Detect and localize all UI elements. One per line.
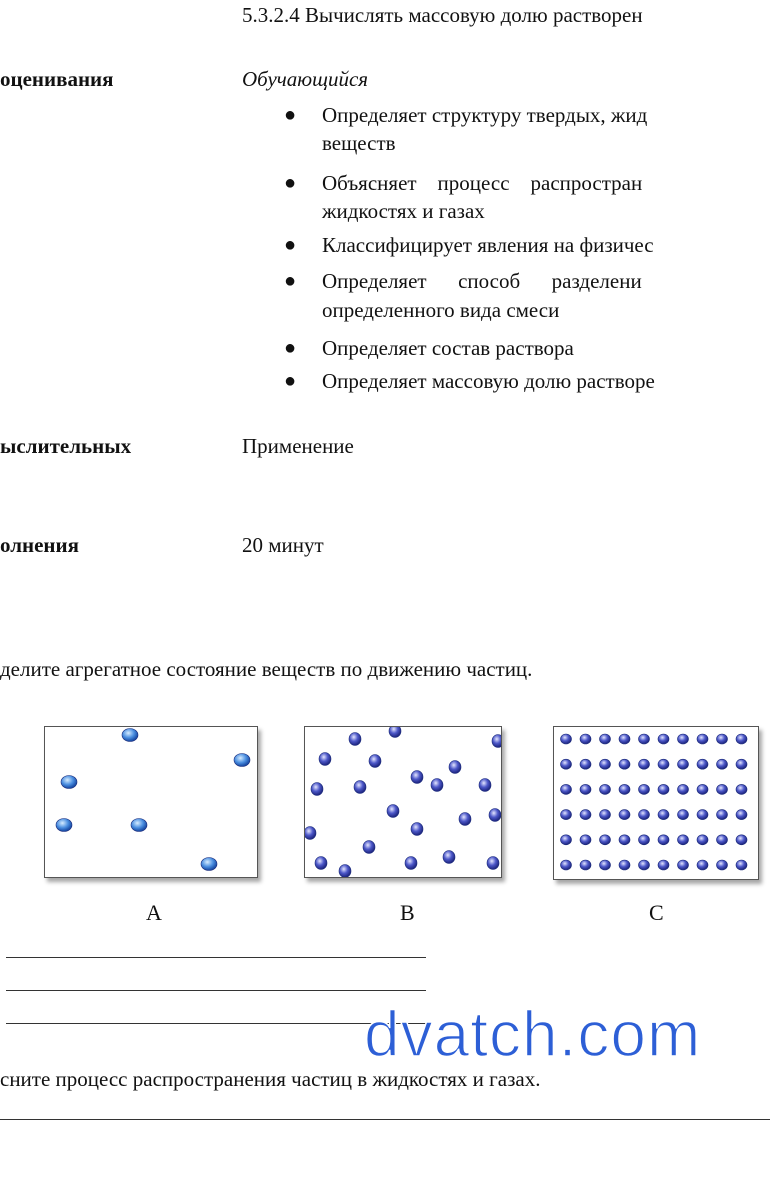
solid-particle <box>736 734 747 744</box>
solid-particle <box>658 860 669 870</box>
liquid-particle <box>354 781 366 794</box>
solid-particle <box>619 835 630 845</box>
gas-particle <box>56 819 72 832</box>
figure-gas <box>44 726 258 878</box>
solid-particle <box>639 759 650 769</box>
liquid-particle <box>459 813 471 826</box>
solid-particle <box>697 734 708 744</box>
solid-particle <box>580 734 591 744</box>
criteria-item-line1: Определяет состав раствора <box>322 336 574 360</box>
solid-particle <box>639 784 650 794</box>
bullet-icon: ● <box>284 172 297 194</box>
liquid-particle <box>363 841 375 854</box>
solid-particle <box>736 860 747 870</box>
solid-particle <box>697 784 708 794</box>
bullet-icon: ● <box>284 104 297 126</box>
answer-line-2[interactable] <box>6 990 426 991</box>
liquid-particle <box>489 809 501 822</box>
criteria-item-line1: Объясняет процесс распростран <box>322 171 643 195</box>
bullet-icon: ● <box>284 270 297 292</box>
bullet-icon: ● <box>284 234 297 256</box>
liquid-particle <box>305 827 316 840</box>
gas-particle <box>131 819 147 832</box>
liquid-particle <box>449 761 461 774</box>
liquid-particle <box>431 779 443 792</box>
gas-particle <box>201 858 217 871</box>
solid-particle <box>697 759 708 769</box>
solid-particle <box>580 835 591 845</box>
solid-particle <box>678 734 689 744</box>
liquid-particle <box>349 733 361 746</box>
liquid-particle <box>487 857 499 870</box>
solid-particle <box>717 835 728 845</box>
solid-particle <box>639 835 650 845</box>
solid-particle <box>736 784 747 794</box>
bullet-icon: ● <box>284 337 297 359</box>
criteria-item-line1: Классифицирует явления на физичес <box>322 233 654 257</box>
solid-particle <box>697 860 708 870</box>
solid-particle <box>580 810 591 820</box>
gas-particle <box>61 776 77 789</box>
solid-particle <box>600 810 611 820</box>
liquid-particle <box>339 865 351 878</box>
task1-text: делите агрегатное состояние веществ по движению частиц. <box>0 657 533 681</box>
thinking-value: Применение <box>242 434 354 458</box>
liquid-particle <box>389 727 401 738</box>
solid-particle <box>561 759 572 769</box>
solid-particle <box>580 759 591 769</box>
figure-caption-b: B <box>400 900 415 925</box>
criteria-item-line1: Определяет структуру твердых, жид <box>322 103 648 127</box>
solid-particle <box>619 860 630 870</box>
gas-particles <box>56 729 250 871</box>
solid-particle <box>600 860 611 870</box>
solid-particle <box>658 835 669 845</box>
criteria-item-line2: веществ <box>322 131 396 155</box>
answer-line-1[interactable] <box>6 957 426 958</box>
solid-particle <box>561 734 572 744</box>
watermark: dvatch.com <box>364 998 702 1070</box>
solid-particle <box>658 759 669 769</box>
criteria-item-line2: жидкостях и газах <box>322 199 485 223</box>
solid-particle <box>619 784 630 794</box>
solid-particle <box>658 734 669 744</box>
solid-particle <box>717 810 728 820</box>
solid-particle <box>717 734 728 744</box>
liquid-particles <box>305 727 501 877</box>
liquid-particle <box>479 779 491 792</box>
bullet-icon: ● <box>284 370 297 392</box>
liquid-particle <box>405 857 417 870</box>
liquid-particle <box>315 857 327 870</box>
solid-particle <box>678 759 689 769</box>
solid-particle <box>619 759 630 769</box>
criteria-intro: Обучающийся <box>242 67 369 91</box>
criteria-item-line2: определенного вида смеси <box>322 298 560 322</box>
gas-particle <box>122 729 138 742</box>
solid-particle <box>561 810 572 820</box>
solid-particle <box>561 784 572 794</box>
figure-caption-a: A <box>146 900 162 925</box>
liquid-particle <box>387 805 399 818</box>
solid-particle <box>639 810 650 820</box>
solid-particle <box>678 810 689 820</box>
solid-particle <box>600 784 611 794</box>
solid-particle <box>600 759 611 769</box>
solid-particle <box>678 835 689 845</box>
objective-line: 5.3.2.4 Вычислять массовую долю растворен <box>242 3 643 27</box>
figure-caption-c: C <box>649 900 664 925</box>
solid-particle <box>717 759 728 769</box>
criteria-item-line1: Определяет массовую долю растворе <box>322 369 655 393</box>
solid-particles <box>561 734 748 870</box>
liquid-particle <box>311 783 323 796</box>
solid-particle <box>717 860 728 870</box>
solid-particle <box>678 860 689 870</box>
solid-particle <box>561 860 572 870</box>
liquid-particle <box>443 851 455 864</box>
solid-particle <box>619 810 630 820</box>
gas-particle <box>234 754 250 767</box>
figure-liquid <box>304 726 502 878</box>
solid-particle <box>600 734 611 744</box>
solid-particle <box>639 734 650 744</box>
figure-solid <box>553 726 759 880</box>
solid-particle <box>697 810 708 820</box>
solid-particle <box>658 810 669 820</box>
thinking-label: ыслительных <box>0 434 132 458</box>
task2-text: сните процесс распространения частиц в жидкостях и газах. <box>0 1067 541 1091</box>
liquid-particle <box>369 755 381 768</box>
solid-particle <box>736 759 747 769</box>
solid-particle <box>658 784 669 794</box>
criteria-item-line1: Определяет способ разделени <box>322 269 642 293</box>
solid-particle <box>580 784 591 794</box>
solid-particle <box>600 835 611 845</box>
solid-particle <box>697 835 708 845</box>
solid-particle <box>736 835 747 845</box>
criteria-label: оценивания <box>0 67 114 91</box>
liquid-particle <box>319 753 331 766</box>
duration-label: олнения <box>0 533 79 557</box>
liquid-particle <box>411 823 423 836</box>
answer-line-4[interactable] <box>0 1119 770 1120</box>
answer-line-3[interactable] <box>6 1023 426 1024</box>
solid-particle <box>717 784 728 794</box>
duration-value: 20 минут <box>242 533 324 557</box>
solid-particle <box>736 810 747 820</box>
solid-particle <box>639 860 650 870</box>
liquid-particle <box>492 735 501 748</box>
solid-particle <box>561 835 572 845</box>
solid-particle <box>678 784 689 794</box>
liquid-particle <box>411 771 423 784</box>
solid-particle <box>619 734 630 744</box>
solid-particle <box>580 860 591 870</box>
